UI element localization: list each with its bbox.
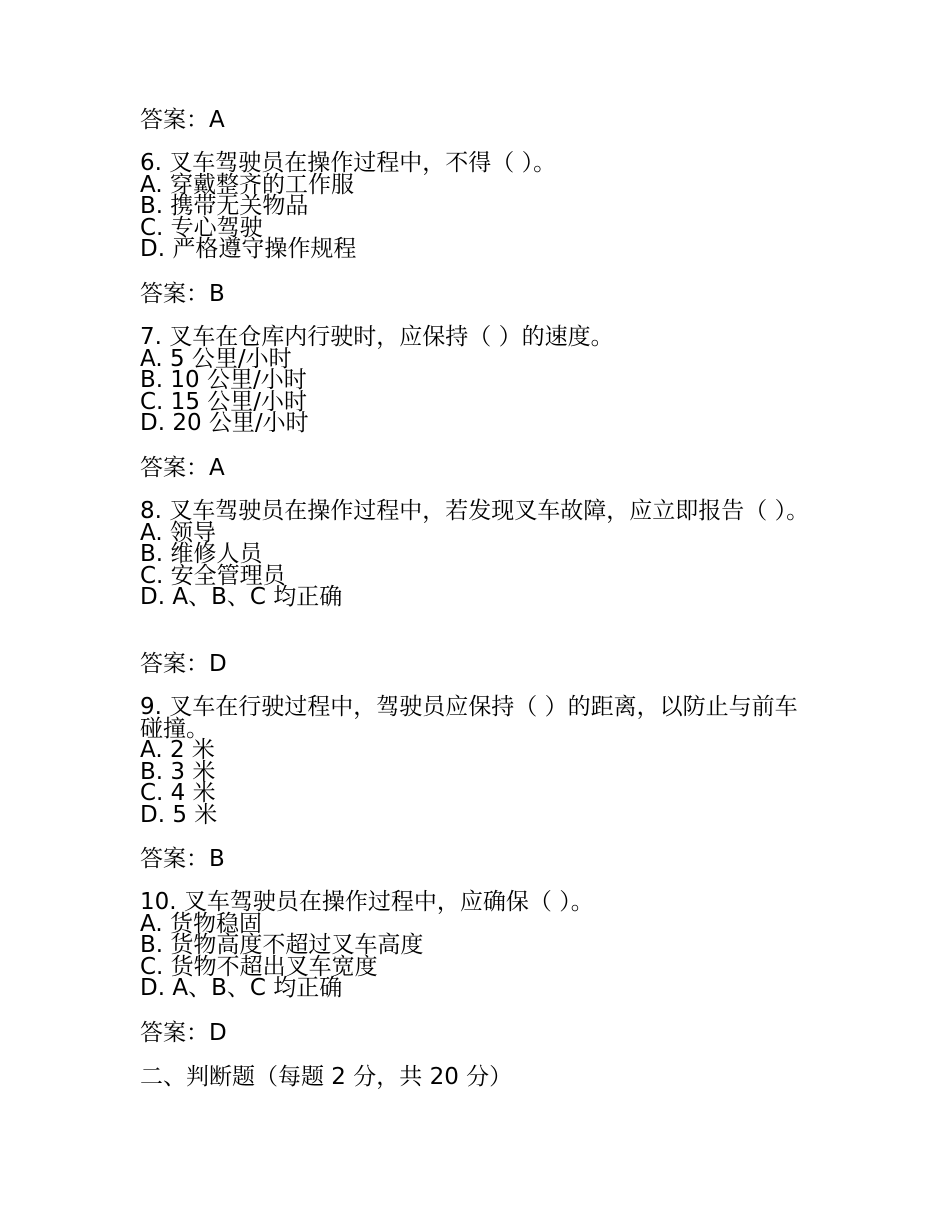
option-d: D. 5 米 <box>140 801 218 828</box>
question-9 <box>140 694 810 828</box>
option-a: A. 2 米 <box>140 737 215 763</box>
question-7 <box>140 324 810 436</box>
option-d: D. 严格遵守操作规程 <box>140 236 357 262</box>
option-a: A. 穿戴整齐的工作服 <box>140 171 354 198</box>
question-stem: 8. 叉车驾驶员在操作过程中，若发现叉车故障，应立即报告（ ）。 <box>140 498 810 524</box>
option-c: C. 货物不超出叉车宽度 <box>140 953 378 980</box>
question-stem: 9. 叉车在行驶过程中，驾驶员应保持（ ）的距离，以防止与前车碰撞。 <box>140 694 798 742</box>
option-a: A. 领导 <box>140 519 216 546</box>
question-stem: 10. 叉车驾驶员在操作过程中，应确保（ ）。 <box>140 889 594 915</box>
option-d: D. A、B、C 均正确 <box>140 975 343 1001</box>
option-c: C. 4 米 <box>140 780 216 806</box>
question-8 <box>140 498 810 610</box>
answer-q7: 答案：A <box>140 455 225 481</box>
option-a: A. 货物稳固 <box>140 910 262 937</box>
answer-q9: 答案：B <box>140 846 225 872</box>
option-a: A. 5 公里/小时 <box>140 345 292 372</box>
answer-q6: 答案：B <box>140 281 225 307</box>
question-10 <box>140 889 810 1001</box>
answer-q10: 答案：D <box>140 1020 227 1046</box>
option-c: C. 安全管理员 <box>140 562 286 589</box>
answer-q8: 答案：D <box>140 651 227 677</box>
option-b: B. 货物高度不超过叉车高度 <box>140 932 424 958</box>
question-6 <box>140 150 810 262</box>
option-b: B. 3 米 <box>140 758 216 785</box>
answer-q5: 答案：A <box>140 107 225 133</box>
option-d: D. A、B、C 均正确 <box>140 584 343 610</box>
option-c: C. 15 公里/小时 <box>140 388 308 415</box>
option-b: B. 携带无关物品 <box>140 193 309 219</box>
section-title-true-false: 二、判断题（每题 2 分，共 20 分） <box>140 1064 513 1090</box>
option-d: D. 20 公里/小时 <box>140 410 309 436</box>
question-stem: 7. 叉车在仓库内行驶时，应保持（ ）的速度。 <box>140 324 614 350</box>
question-stem: 6. 叉车驾驶员在操作过程中，不得（ ）。 <box>140 150 557 176</box>
option-b: B. 10 公里/小时 <box>140 367 307 393</box>
option-c: C. 专心驾驶 <box>140 214 263 241</box>
option-b: B. 维修人员 <box>140 541 263 567</box>
